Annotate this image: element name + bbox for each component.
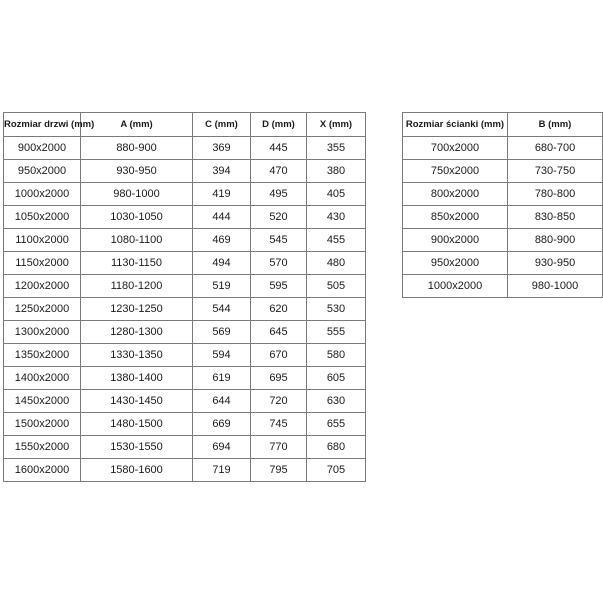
b-value-cell: 980-1000	[508, 275, 603, 298]
x-value-cell: 605	[307, 367, 366, 390]
column-header-wall-size: Rozmiar ścianki (mm)	[403, 113, 508, 137]
column-header-door-size: Rozmiar drzwi (mm)	[4, 113, 81, 137]
door-size-cell: 1100x2000	[4, 229, 81, 252]
x-value-cell: 355	[307, 137, 366, 160]
x-value-cell: 455	[307, 229, 366, 252]
d-value-cell: 495	[251, 183, 307, 206]
d-value-cell: 670	[251, 344, 307, 367]
table-row	[403, 183, 603, 206]
d-value-cell: 770	[251, 436, 307, 459]
wall-size-table	[402, 112, 603, 298]
b-value-cell: 780-800	[508, 183, 603, 206]
a-value-cell: 1130-1150	[81, 252, 193, 275]
d-value-cell: 645	[251, 321, 307, 344]
c-value-cell: 644	[193, 390, 251, 413]
c-value-cell: 719	[193, 459, 251, 482]
a-value-cell: 1580-1600	[81, 459, 193, 482]
c-value-cell: 494	[193, 252, 251, 275]
x-value-cell: 380	[307, 160, 366, 183]
a-value-cell: 1280-1300	[81, 321, 193, 344]
door-size-table-body	[4, 137, 366, 482]
column-header-x: X (mm)	[307, 113, 366, 137]
door-size-header-row	[4, 113, 366, 137]
b-value-cell: 930-950	[508, 252, 603, 275]
table-row	[403, 160, 603, 183]
table-row	[4, 390, 366, 413]
table-row	[403, 252, 603, 275]
x-value-cell: 405	[307, 183, 366, 206]
a-value-cell: 1430-1450	[81, 390, 193, 413]
door-size-cell: 1450x2000	[4, 390, 81, 413]
table-row	[4, 206, 366, 229]
d-value-cell: 720	[251, 390, 307, 413]
door-size-cell: 1600x2000	[4, 459, 81, 482]
table-row	[4, 252, 366, 275]
table-row	[4, 413, 366, 436]
table-row	[4, 137, 366, 160]
a-value-cell: 1230-1250	[81, 298, 193, 321]
a-value-cell: 980-1000	[81, 183, 193, 206]
door-size-cell: 1050x2000	[4, 206, 81, 229]
c-value-cell: 444	[193, 206, 251, 229]
d-value-cell: 570	[251, 252, 307, 275]
a-value-cell: 930-950	[81, 160, 193, 183]
a-value-cell: 1180-1200	[81, 275, 193, 298]
wall-size-cell: 800x2000	[403, 183, 508, 206]
b-value-cell: 830-850	[508, 206, 603, 229]
door-size-cell: 1500x2000	[4, 413, 81, 436]
x-value-cell: 555	[307, 321, 366, 344]
x-value-cell: 680	[307, 436, 366, 459]
c-value-cell: 519	[193, 275, 251, 298]
d-value-cell: 520	[251, 206, 307, 229]
door-size-cell: 1250x2000	[4, 298, 81, 321]
table-row	[4, 367, 366, 390]
column-header-b: B (mm)	[508, 113, 603, 137]
d-value-cell: 445	[251, 137, 307, 160]
table-row	[4, 436, 366, 459]
c-value-cell: 619	[193, 367, 251, 390]
d-value-cell: 470	[251, 160, 307, 183]
c-value-cell: 469	[193, 229, 251, 252]
x-value-cell: 655	[307, 413, 366, 436]
x-value-cell: 580	[307, 344, 366, 367]
x-value-cell: 705	[307, 459, 366, 482]
wall-size-table-body	[403, 137, 603, 298]
c-value-cell: 669	[193, 413, 251, 436]
wall-size-cell: 750x2000	[403, 160, 508, 183]
c-value-cell: 369	[193, 137, 251, 160]
table-row	[403, 229, 603, 252]
door-size-cell: 950x2000	[4, 160, 81, 183]
table-row	[403, 206, 603, 229]
d-value-cell: 545	[251, 229, 307, 252]
c-value-cell: 694	[193, 436, 251, 459]
d-value-cell: 795	[251, 459, 307, 482]
a-value-cell: 1530-1550	[81, 436, 193, 459]
a-value-cell: 1030-1050	[81, 206, 193, 229]
door-size-cell: 1000x2000	[4, 183, 81, 206]
c-value-cell: 594	[193, 344, 251, 367]
x-value-cell: 530	[307, 298, 366, 321]
table-row	[403, 275, 603, 298]
b-value-cell: 880-900	[508, 229, 603, 252]
table-row	[4, 344, 366, 367]
x-value-cell: 430	[307, 206, 366, 229]
d-value-cell: 695	[251, 367, 307, 390]
d-value-cell: 620	[251, 298, 307, 321]
c-value-cell: 569	[193, 321, 251, 344]
table-row	[4, 275, 366, 298]
wall-size-cell: 700x2000	[403, 137, 508, 160]
x-value-cell: 505	[307, 275, 366, 298]
table-row	[4, 459, 366, 482]
a-value-cell: 880-900	[81, 137, 193, 160]
door-size-cell: 1150x2000	[4, 252, 81, 275]
b-value-cell: 730-750	[508, 160, 603, 183]
a-value-cell: 1380-1400	[81, 367, 193, 390]
door-size-cell: 1300x2000	[4, 321, 81, 344]
d-value-cell: 595	[251, 275, 307, 298]
wall-size-header-row	[403, 113, 603, 137]
table-row	[4, 298, 366, 321]
x-value-cell: 480	[307, 252, 366, 275]
c-value-cell: 544	[193, 298, 251, 321]
door-size-cell: 1200x2000	[4, 275, 81, 298]
wall-size-cell: 950x2000	[403, 252, 508, 275]
c-value-cell: 394	[193, 160, 251, 183]
table-row	[4, 321, 366, 344]
c-value-cell: 419	[193, 183, 251, 206]
door-size-cell: 1350x2000	[4, 344, 81, 367]
b-value-cell: 680-700	[508, 137, 603, 160]
x-value-cell: 630	[307, 390, 366, 413]
door-size-table	[3, 112, 366, 482]
door-size-cell: 1550x2000	[4, 436, 81, 459]
column-header-c: C (mm)	[193, 113, 251, 137]
wall-size-cell: 850x2000	[403, 206, 508, 229]
column-header-d: D (mm)	[251, 113, 307, 137]
door-size-cell: 900x2000	[4, 137, 81, 160]
door-size-cell: 1400x2000	[4, 367, 81, 390]
table-row	[4, 160, 366, 183]
table-row	[403, 137, 603, 160]
table-row	[4, 183, 366, 206]
a-value-cell: 1480-1500	[81, 413, 193, 436]
table-row	[4, 229, 366, 252]
wall-size-cell: 900x2000	[403, 229, 508, 252]
column-header-a: A (mm)	[81, 113, 193, 137]
a-value-cell: 1080-1100	[81, 229, 193, 252]
wall-size-cell: 1000x2000	[403, 275, 508, 298]
d-value-cell: 745	[251, 413, 307, 436]
a-value-cell: 1330-1350	[81, 344, 193, 367]
